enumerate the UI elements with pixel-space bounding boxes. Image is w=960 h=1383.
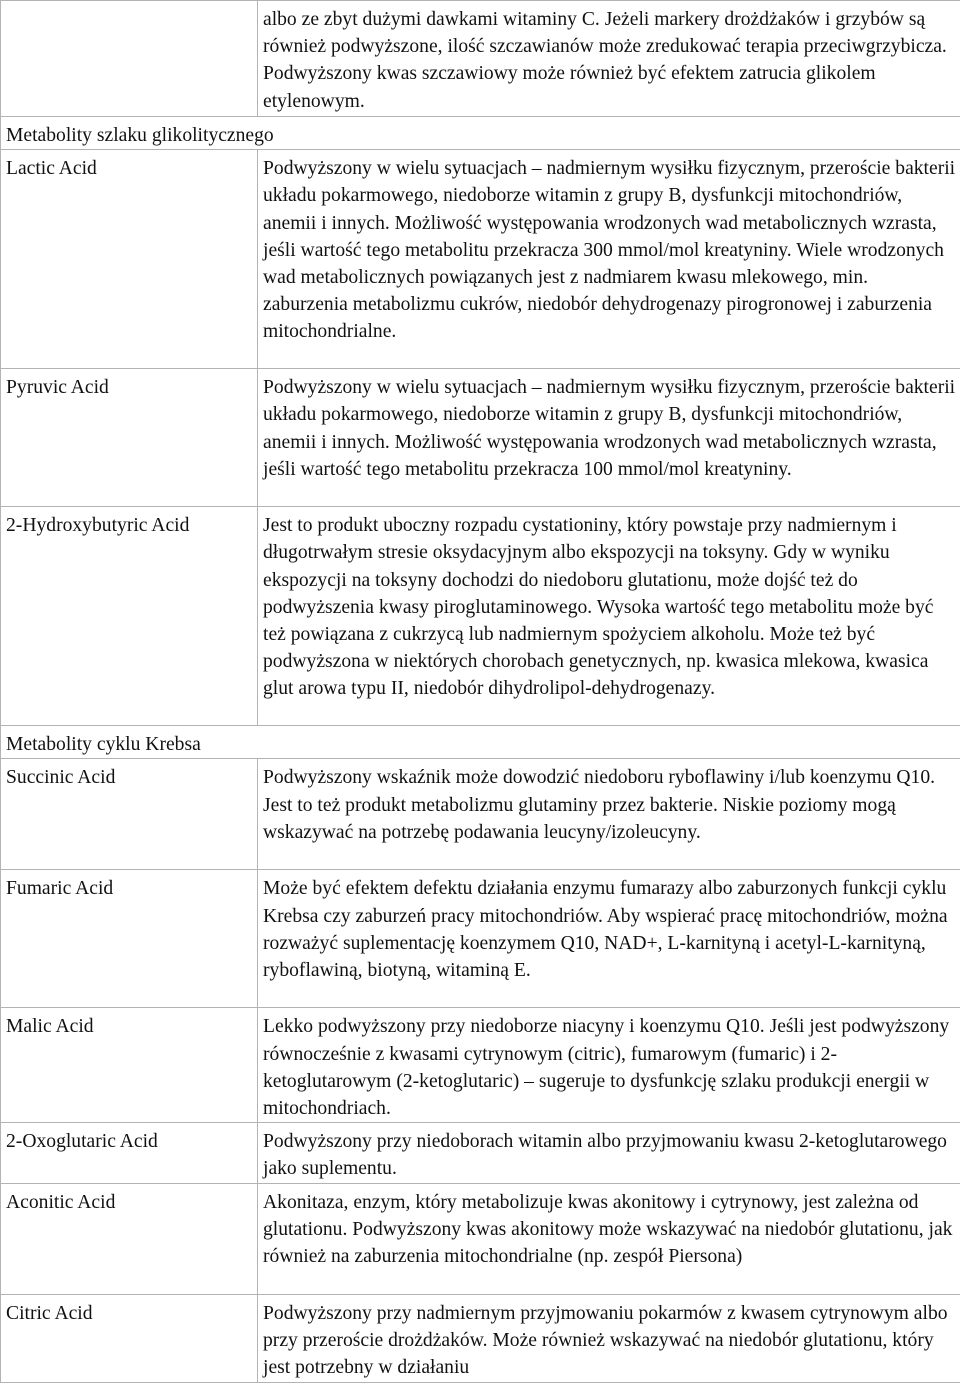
metabolite-description: Jest to produkt uboczny rozpadu cystationiny, który powstaje przy nadmiernym i długotrwałym stresie oksydacyjnym albo ekspozycji na toksyny. Gdy w wyniku ekspozycji na toksyny dochodzi do niedoboru glutationu, może dojść też do podwyższenia kwasy piroglutaminowego. Wysoka wartość tego metabolitu może być też powiązana z cukrzycą lub nadmiernym spożyciem alkoholu. Może też być podwyższona w niektórych chorobach genetycznych, np. kwasica mlekowa, kwasica glut arowa typu II, niedobór dihydrolipol-dehydrogenazy. xyxy=(258,507,960,726)
metabolite-description: Może być efektem defektu działania enzymu fumarazy albo zaburzonych funkcji cyklu Krebsa czy zaburzeń pracy mitochondriów. Aby wspierać pracę mitochondriów, można rozważyć suplementację koenzymem Q10, NAD+, L-karnityną i acetyl-L-karnityną, ryboflawiną, biotyną, witaminą E. xyxy=(258,870,960,1008)
metabolite-name: 2-Hydroxybutyric Acid xyxy=(1,507,258,726)
section-row xyxy=(1,726,960,759)
metabolite-description: Akonitaza, enzym, który metabolizuje kwas akonitowy i cytrynowy, jest zależna od glutationu. Podwyższony kwas akonitowy może wskazywać na niedobór glutationu, jak również na zaburzenia mitochondrialne (np. zespół Piersona) xyxy=(258,1183,960,1294)
table-row xyxy=(1,1294,960,1382)
metabolite-name: Aconitic Acid xyxy=(1,1183,258,1294)
metabolite-name: Lactic Acid xyxy=(1,150,258,369)
metabolite-description: albo ze zbyt dużymi dawkami witaminy C. Jeżeli markery drożdżaków i grzybów są również podwyższone, ilość szczawianów może zredukować terapia przeciwgrzybicza. Podwyższony kwas szczawiowy może również być efektem zatrucia glikolem etylenowym. xyxy=(258,1,960,117)
metabolite-name xyxy=(1,1,258,117)
metabolite-name: Pyruvic Acid xyxy=(1,369,258,507)
metabolite-name: Malic Acid xyxy=(1,1008,258,1123)
table-row xyxy=(1,150,960,369)
metabolite-description: Podwyższony wskaźnik może dowodzić niedoboru ryboflawiny i/lub koenzymu Q10. Jest to też produkt metabolizmu glutaminy przez bakterie. Niskie poziomy mogą wskazywać na potrzebę podawania leucyny/izoleucyny. xyxy=(258,759,960,870)
table-row xyxy=(1,1,960,117)
table-row xyxy=(1,507,960,726)
metabolite-description: Podwyższony przy nadmiernym przyjmowaniu pokarmów z kwasem cytrynowym albo przy przeroście drożdżaków. Może również wskazywać na niedobór glutationu, który jest potrzebny w działaniu xyxy=(258,1294,960,1382)
table-row xyxy=(1,1008,960,1123)
metabolite-description: Podwyższony w wielu sytuacjach – nadmiernym wysiłku fizycznym, przeroście bakterii układu pokarmowego, niedoborze witamin z grupy B, dysfunkcji mitochondriów, anemii i innych. Możliwość występowania wrodzonych wad metabolicznych wzrasta, jeśli wartość tego metabolitu przekracza 100 mmol/mol kreatyniny. xyxy=(258,369,960,507)
table-row xyxy=(1,870,960,1008)
section-heading: Metabolity szlaku glikolitycznego xyxy=(1,117,960,150)
table-row xyxy=(1,1123,960,1183)
metabolite-description: Podwyższony przy niedoborach witamin albo przyjmowaniu kwasu 2-ketoglutarowego jako suplementu. xyxy=(258,1123,960,1183)
metabolite-name: Succinic Acid xyxy=(1,759,258,870)
metabolite-description: Lekko podwyższony przy niedoborze niacyny i koenzymu Q10. Jeśli jest podwyższony równocześnie z kwasami cytrynowym (citric), fumarowym (fumaric) i 2-ketoglutarowym (2-ketoglutaric) – sugeruje to dysfunkcję szlaku produkcji energii w mitochondriach. xyxy=(258,1008,960,1123)
metabolite-name: Fumaric Acid xyxy=(1,870,258,1008)
table-row xyxy=(1,1183,960,1294)
table-row xyxy=(1,369,960,507)
metabolite-name: 2-Oxoglutaric Acid xyxy=(1,1123,258,1183)
metabolite-name: Citric Acid xyxy=(1,1294,258,1382)
table-row xyxy=(1,759,960,870)
section-row xyxy=(1,117,960,150)
section-heading: Metabolity cyklu Krebsa xyxy=(1,726,960,759)
metabolite-description: Podwyższony w wielu sytuacjach – nadmiernym wysiłku fizycznym, przeroście bakterii układu pokarmowego, niedoborze witamin z grupy B, dysfunkcji mitochondriów, anemii i innych. Możliwość występowania wrodzonych wad metabolicznych wzrasta, jeśli wartość tego metabolitu przekracza 300 mmol/mol kreatyniny. Wiele wrodzonych wad metabolicznych powiązanych jest z nadmiarem kwasu mlekowego, min. zaburzenia metabolizmu cukrów, niedobór dehydrogenazy pirogronowej i zaburzenia mitochondrialne. xyxy=(258,150,960,369)
